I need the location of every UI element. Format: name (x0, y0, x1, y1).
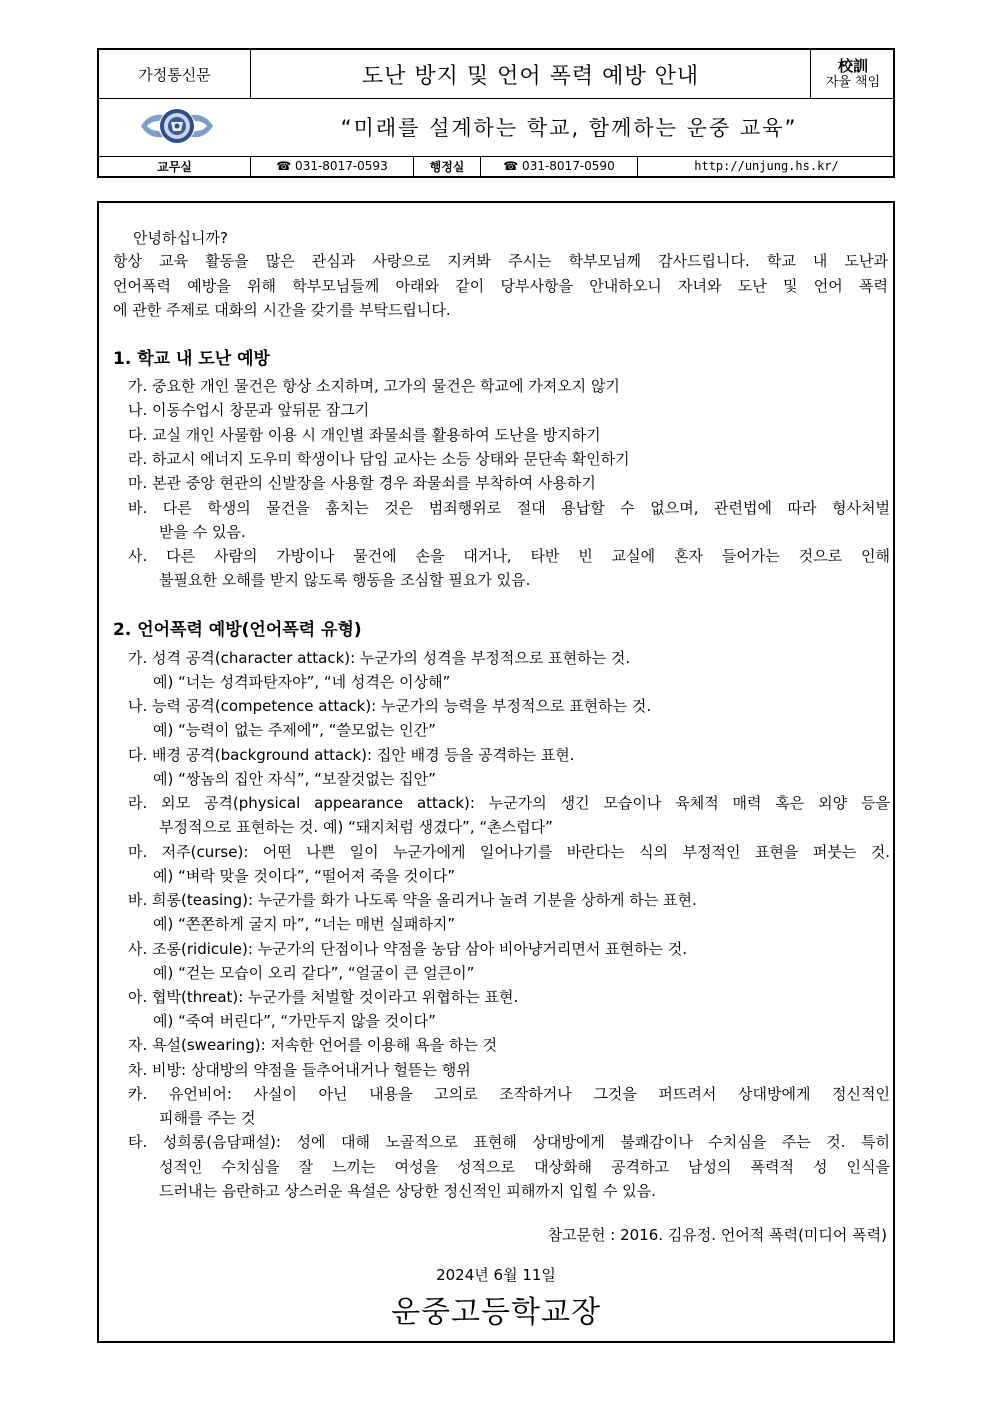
list-item: 타. 성희롱(음담패설): 성에 대해 노골적으로 표현해 상대방에게 불쾌감이나 수치심을 주는 것. 특히 (128, 1133, 890, 1151)
list-item: 아. 협박(threat): 누군가를 처벌할 것이라고 위협하는 표현. (128, 988, 519, 1006)
intro-line-1: 항상 교육 활동을 많은 관심과 사랑으로 지켜봐 주시는 학부모님께 감사드립니다. 학교 내 도난과 (113, 252, 888, 270)
example-line: 예) “죽여 버린다”, “가만두지 않을 것이다” (153, 1012, 436, 1030)
list-item: 바. 희롱(teasing): 누군가를 화가 나도록 약을 올리거나 놀려 기분을 상하게 하는 표현. (128, 891, 697, 909)
list-item: 사. 다른 사람의 가방이나 물건에 손을 대거나, 타반 빈 교실에 혼자 들어가는 것으로 인해 (128, 547, 890, 565)
intro-line-2: 언어폭력 예방을 위해 학부모님들께 아래와 같이 당부사항을 안내하오니 자녀와 도난 및 언어 폭력 (113, 277, 888, 295)
office1-label: 교무실 (99, 156, 251, 176)
list-item-cont: 드러내는 음란하고 상스러운 욕설은 상당한 정신적인 피해까지 입힐 수 있음. (159, 1182, 656, 1200)
office2-label: 행정실 (414, 156, 481, 176)
office1-phone: ☎ 031-8017-0593 (251, 156, 414, 176)
list-item: 라. 외모 공격(physical appearance attack): 누군가의 생긴 모습이나 육체적 매력 혹은 외양 등을 (128, 794, 890, 812)
list-item: 다. 배경 공격(background attack): 집안 배경 등을 공격하는 표현. (128, 746, 575, 764)
example-line: 예) “쌍놈의 집안 자식”, “보잘것없는 집안” (153, 770, 436, 788)
list-item-cont: 피해를 주는 것 (159, 1109, 256, 1127)
list-item: 차. 비방: 상대방의 약점을 들추어내거나 헐뜯는 행위 (128, 1061, 471, 1079)
intro-line-3: 에 관한 주제로 대화의 시간을 갖기를 부탁드립니다. (113, 301, 451, 319)
example-line: 예) “능력이 없는 주제에”, “쓸모없는 인간” (153, 721, 436, 739)
school-motto-sub: 자율 책임 (825, 74, 881, 90)
example-line: 예) “걷는 모습이 오리 같다”, “얼굴이 큰 얼큰이” (153, 964, 475, 982)
list-item: 다. 교실 개인 사물함 이용 시 개인별 좌물쇠를 활용하여 도난을 방지하기 (128, 426, 601, 444)
list-item: 마. 본관 중앙 현관의 신발장을 사용할 경우 좌물쇠를 부착하여 사용하기 (128, 474, 596, 492)
example-line: 예) “쫀쫀하게 굴지 마”, “너는 매번 실패하지” (153, 915, 456, 933)
list-item: 라. 하교시 에너지 도우미 학생이나 담임 교사는 소등 상태와 문단속 확인하기 (128, 450, 630, 468)
letterhead-slogan-row (99, 98, 893, 157)
list-item-cont: 부정적으로 표현하는 것. 예) “돼지처럼 생겼다”, “촌스럽다” (159, 818, 553, 836)
doc-type-label: 가정통신문 (99, 50, 251, 98)
contact-row (99, 156, 893, 176)
reference: 참고문헌 : 2016. 김유정. 언어적 폭력(미디어 폭력) (547, 1226, 887, 1244)
school-motto-main: 校訓 (837, 56, 868, 75)
list-item-cont: 성적인 수치심을 잘 느끼는 여성을 성적으로 대상화해 공격하고 남성의 폭력적 성 인식을 (159, 1158, 890, 1176)
list-item: 마. 저주(curse): 어떤 나쁜 일이 누군가에게 일어나기를 바란다는 식의 부정적인 표현을 퍼붓는 것. (128, 843, 890, 861)
list-item: 가. 성격 공격(character attack): 누군가의 성격을 부정적으로 표현하는 것. (128, 649, 631, 667)
list-item: 자. 욕설(swearing): 저속한 언어를 이용해 욕을 하는 것 (128, 1036, 498, 1054)
list-item: 가. 중요한 개인 물건은 항상 소지하며, 고가의 물건은 학교에 가져오지 않기 (128, 377, 620, 395)
letterhead-title-row (99, 50, 893, 99)
signature: 운중고등학교장 (391, 1295, 601, 1330)
school-emblem-icon (137, 107, 217, 145)
list-item: 카. 유언비어: 사실이 아닌 내용을 고의로 조작하거나 그것을 퍼뜨려서 상대방에게 정신적인 (128, 1085, 890, 1103)
list-item: 바. 다른 학생의 물건을 훔치는 것은 범죄행위로 절대 용납할 수 없으며, 관련법에 따라 형사처벌 (128, 499, 890, 517)
letterhead (97, 48, 895, 178)
list-item: 나. 능력 공격(competence attack): 누군가의 능력을 부정적으로 표현하는 것. (128, 697, 652, 715)
list-item: 사. 조롱(ridicule): 누군가의 단점이나 약점을 농담 삼아 비아냥거리면서 표현하는 것. (128, 940, 688, 958)
section1-heading: 1. 학교 내 도난 예방 (113, 349, 270, 369)
section2-heading: 2. 언어폭력 예방(언어폭력 유형) (113, 620, 362, 640)
school-slogan: “미래를 설계하는 학교, 함께하는 운중 교육” (340, 116, 798, 140)
page-title: 도난 방지 및 언어 폭력 예방 안내 (251, 50, 811, 98)
example-line: 예) “너는 성격파탄자야”, “네 성격은 이상해” (153, 673, 451, 691)
school-motto (811, 50, 895, 98)
example-line: 예) “벼락 맞을 것이다”, “떨어져 죽을 것이다” (153, 867, 456, 885)
list-item-cont: 불필요한 오해를 받지 않도록 행동을 조심할 필요가 있음. (159, 571, 531, 589)
list-item: 나. 이동수업시 창문과 앞뒤문 잠그기 (128, 401, 370, 419)
date: 2024년 6월 11일 (436, 1266, 556, 1284)
list-item-cont: 받을 수 있음. (159, 523, 246, 541)
website-link[interactable]: http://unjung.hs.kr/ (694, 159, 839, 173)
greeting: 안녕하십니까? (133, 229, 228, 247)
office2-phone: ☎ 031-8017-0590 (481, 156, 638, 176)
letter-body (97, 201, 895, 1343)
